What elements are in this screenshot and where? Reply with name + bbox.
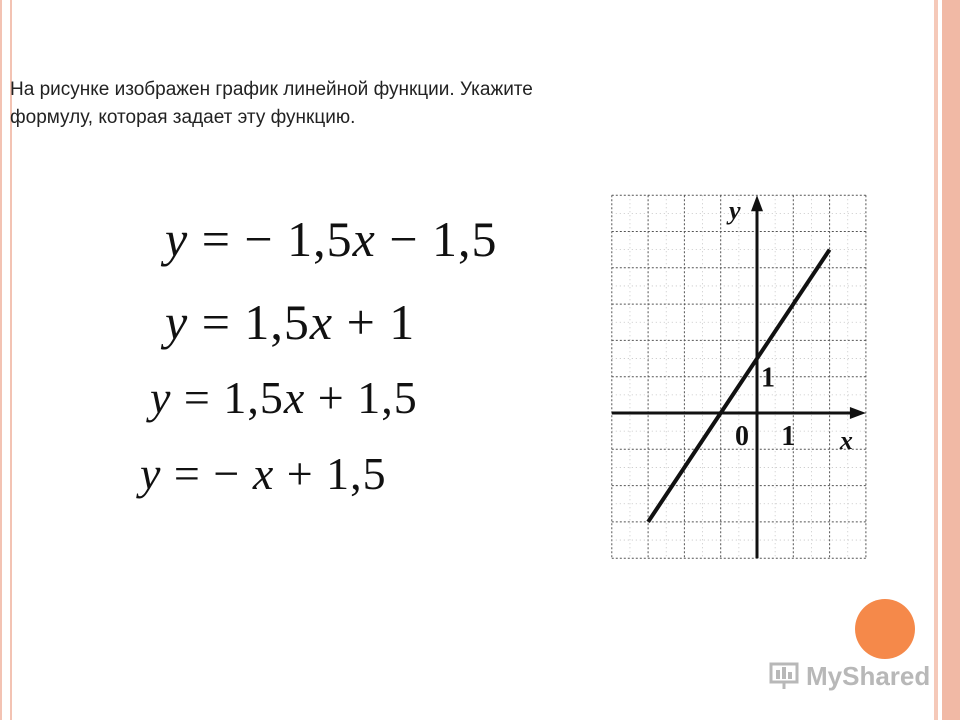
question-text <box>10 76 710 132</box>
formula-y: y <box>165 211 189 267</box>
formula-tail: + 1 <box>333 294 416 350</box>
presentation-icon <box>768 661 802 691</box>
origin-label: 0 <box>735 421 749 452</box>
coordinate-graph <box>600 190 875 570</box>
formula-y: y <box>165 294 189 350</box>
myshared-logo <box>768 658 930 694</box>
formula-option-4[interactable] <box>140 447 387 500</box>
question-line-1: На рисунке изображен график линейной функции. Укажите <box>10 79 533 100</box>
right-frame-border <box>930 0 960 720</box>
y-unit-label: 1 <box>761 362 775 394</box>
formula-x: x <box>352 211 376 267</box>
formula-option-1[interactable] <box>165 210 498 268</box>
formula-x: x <box>252 448 275 499</box>
formula-tail: + 1,5 <box>274 448 387 499</box>
formula-option-3[interactable] <box>150 371 418 424</box>
formula-middle: = 1,5 <box>171 372 284 423</box>
formula-middle: = − <box>161 448 253 499</box>
accent-circle <box>855 599 915 659</box>
question-line-2: формулу, которая задает эту функцию. <box>10 107 356 128</box>
formula-middle: = − 1,5 <box>188 211 353 267</box>
x-axis-label: x <box>839 426 853 455</box>
x-unit-label: 1 <box>781 421 796 452</box>
x-axis-arrow <box>850 407 866 419</box>
formula-x: x <box>309 294 334 350</box>
formula-y: y <box>140 448 162 499</box>
function-line <box>648 250 830 522</box>
formula-option-2[interactable] <box>165 293 415 351</box>
y-axis-label: y <box>729 196 741 226</box>
formula-tail: − 1,5 <box>375 211 498 267</box>
formula-middle: = 1,5 <box>188 294 310 350</box>
formula-tail: + 1,5 <box>305 372 418 423</box>
formula-x: x <box>283 372 306 423</box>
logo-text: MyShared <box>806 660 931 691</box>
formula-y: y <box>150 372 172 423</box>
y-axis-arrow <box>751 195 763 211</box>
